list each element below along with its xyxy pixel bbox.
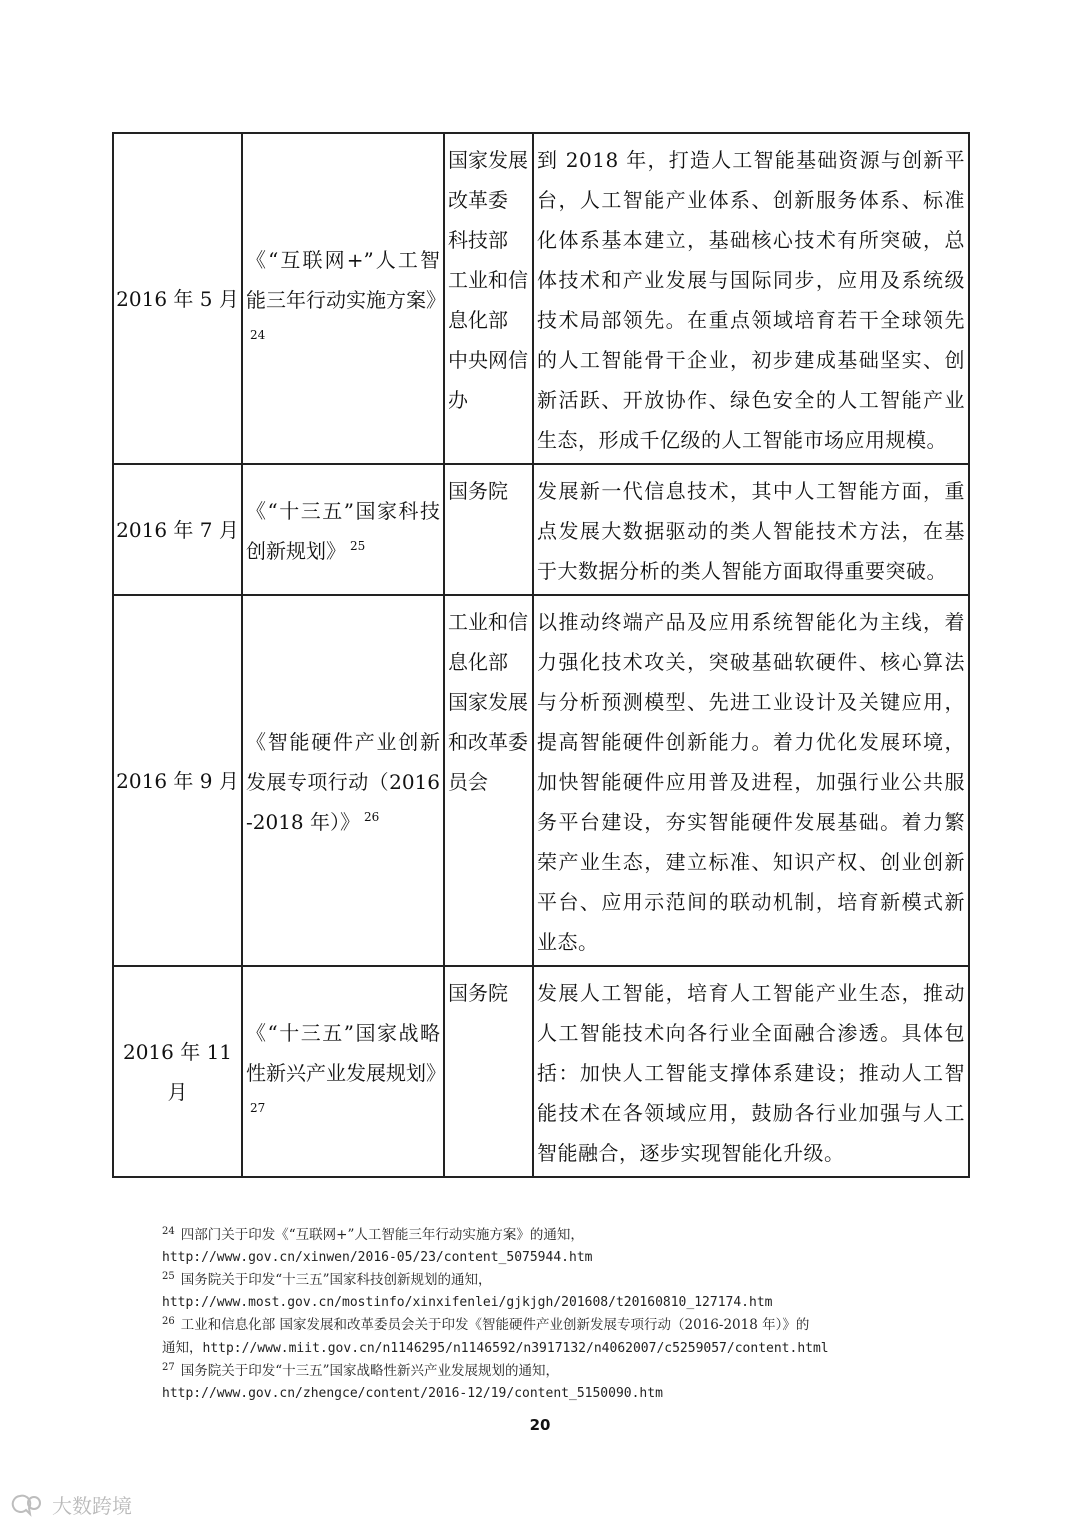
- date-cell: 2016 年 7 月: [113, 464, 242, 595]
- footnote-text: [162, 1224, 962, 1247]
- footnote-title-cont: 通知，: [162, 1339, 203, 1356]
- date-cell: 2016 年 11 月: [113, 966, 242, 1177]
- department-cell: [444, 595, 533, 966]
- department: 国家发展和改革委员会: [448, 690, 528, 794]
- policy-table: [112, 132, 970, 1178]
- department: 国务院: [448, 479, 508, 503]
- document-title: 《“互联网+”人工智能三年行动实施方案》: [246, 248, 446, 312]
- footnote-url[interactable]: http://www.most.gov.cn/mostinfo/xinxifenlei/gjkjgh/201608/t20160810_127174.htm: [162, 1294, 773, 1310]
- content-cell: 发展新一代信息技术，其中人工智能方面，重点发展大数据驱动的类人智能技术方法，在基于大数据分析的类人智能方面取得重要突破。: [533, 464, 969, 595]
- table-row: [113, 595, 969, 966]
- content-cell: 发展人工智能，培育人工智能产业生态，推动人工智能技术向各行业全面融合渗透。具体包括：加快人工智能支撑体系建设；推动人工智能技术在各领域应用，鼓励各行业加强与人工智能融合，逐步实现智能化升级。: [533, 966, 969, 1177]
- footnote-number: 25: [162, 1270, 175, 1282]
- footnote-title: 工业和信息化部 国家发展和改革委员会关于印发《智能硬件产业创新发展专项行动（2016-2018 年）》的: [180, 1317, 810, 1333]
- table-row: [113, 464, 969, 595]
- footnote-number: 27: [162, 1361, 175, 1373]
- footnotes: [162, 1224, 962, 1405]
- chat-logo-icon: [10, 1493, 46, 1517]
- footnote-title: 国务院关于印发“十三五”国家战略性新兴产业发展规划的通知，: [180, 1363, 560, 1379]
- department: 国家发展改革委: [448, 148, 528, 212]
- table-row: [113, 966, 969, 1177]
- footnote-ref: 26: [364, 810, 380, 825]
- footnote-ref: 27: [250, 1101, 266, 1116]
- department-cell: [444, 133, 533, 464]
- footnote-text: [162, 1269, 962, 1292]
- footnote-title: 四部门关于印发《“互联网+”人工智能三年行动实施方案》的通知，: [180, 1227, 584, 1243]
- footnote-url[interactable]: http://www.miit.gov.cn/n1146295/n1146592/n3917132/n4062007/c5259057/content.html: [202, 1340, 829, 1356]
- department: 科技部: [448, 228, 508, 252]
- document-title: 《“十三五”国家战略性新兴产业发展规划》: [246, 1021, 446, 1085]
- department: 中央网信办: [448, 348, 528, 412]
- content-cell: 到 2018 年，打造人工智能基础资源与创新平台，人工智能产业体系、创新服务体系、标准化体系基本建立，基础核心技术有所突破，总体技术和产业发展与国际同步，应用及系统级技术局部领先。在重点领域培育若干全球领先的人工智能骨干企业，初步建成基础坚实、创新活跃、开放协作、绿色安全的人工智能产业生态，形成千亿级的人工智能市场应用规模。: [533, 133, 969, 464]
- department: 工业和信息化部: [448, 610, 528, 674]
- footnote-text: [162, 1337, 962, 1361]
- date-cell: 2016 年 9 月: [113, 595, 242, 966]
- footnote-number: 26: [162, 1315, 175, 1327]
- footnote-ref: 24: [250, 328, 266, 343]
- department-cell: [444, 464, 533, 595]
- footnote-url[interactable]: http://www.gov.cn/xinwen/2016-05/23/content_5075944.htm: [162, 1249, 593, 1265]
- footnote-title: 国务院关于印发“十三五”国家科技创新规划的通知，: [180, 1272, 492, 1288]
- content-cell: 以推动终端产品及应用系统智能化为主线，着力强化技术攻关，突破基础软硬件、核心算法与分析预测模型、先进工业设计及关键应用，提高智能硬件创新能力。着力优化发展环境，加快智能硬件应用普及进程，加强行业公共服务平台建设，夯实智能硬件发展基础。着力繁荣产业生态，建立标准、知识产权、创业创新平台、应用示范间的联动机制，培育新模式新业态。: [533, 595, 969, 966]
- footnote-text: [162, 1360, 962, 1383]
- table-row: [113, 133, 969, 464]
- document-cell: [242, 464, 444, 595]
- department: 国务院: [448, 981, 508, 1005]
- department: 工业和信息化部: [448, 268, 528, 332]
- department-cell: [444, 966, 533, 1177]
- date-cell: 2016 年 5 月: [113, 133, 242, 464]
- footnote-url[interactable]: http://www.gov.cn/zhengce/content/2016-12/19/content_5150090.htm: [162, 1385, 663, 1401]
- document-title: 《智能硬件产业创新发展专项行动（2016-2018 年）》: [246, 730, 440, 834]
- document-cell: [242, 595, 444, 966]
- footnote-ref: 25: [350, 539, 366, 554]
- watermark: [10, 1490, 132, 1519]
- footnote-text: [162, 1314, 962, 1337]
- footnote-number: 24: [162, 1225, 175, 1237]
- watermark-text: 大数跨境: [52, 1494, 132, 1518]
- page-number: 20: [529, 1416, 551, 1434]
- document-cell: [242, 966, 444, 1177]
- document-cell: [242, 133, 444, 464]
- document-title: 《“十三五”国家科技创新规划》: [246, 499, 440, 563]
